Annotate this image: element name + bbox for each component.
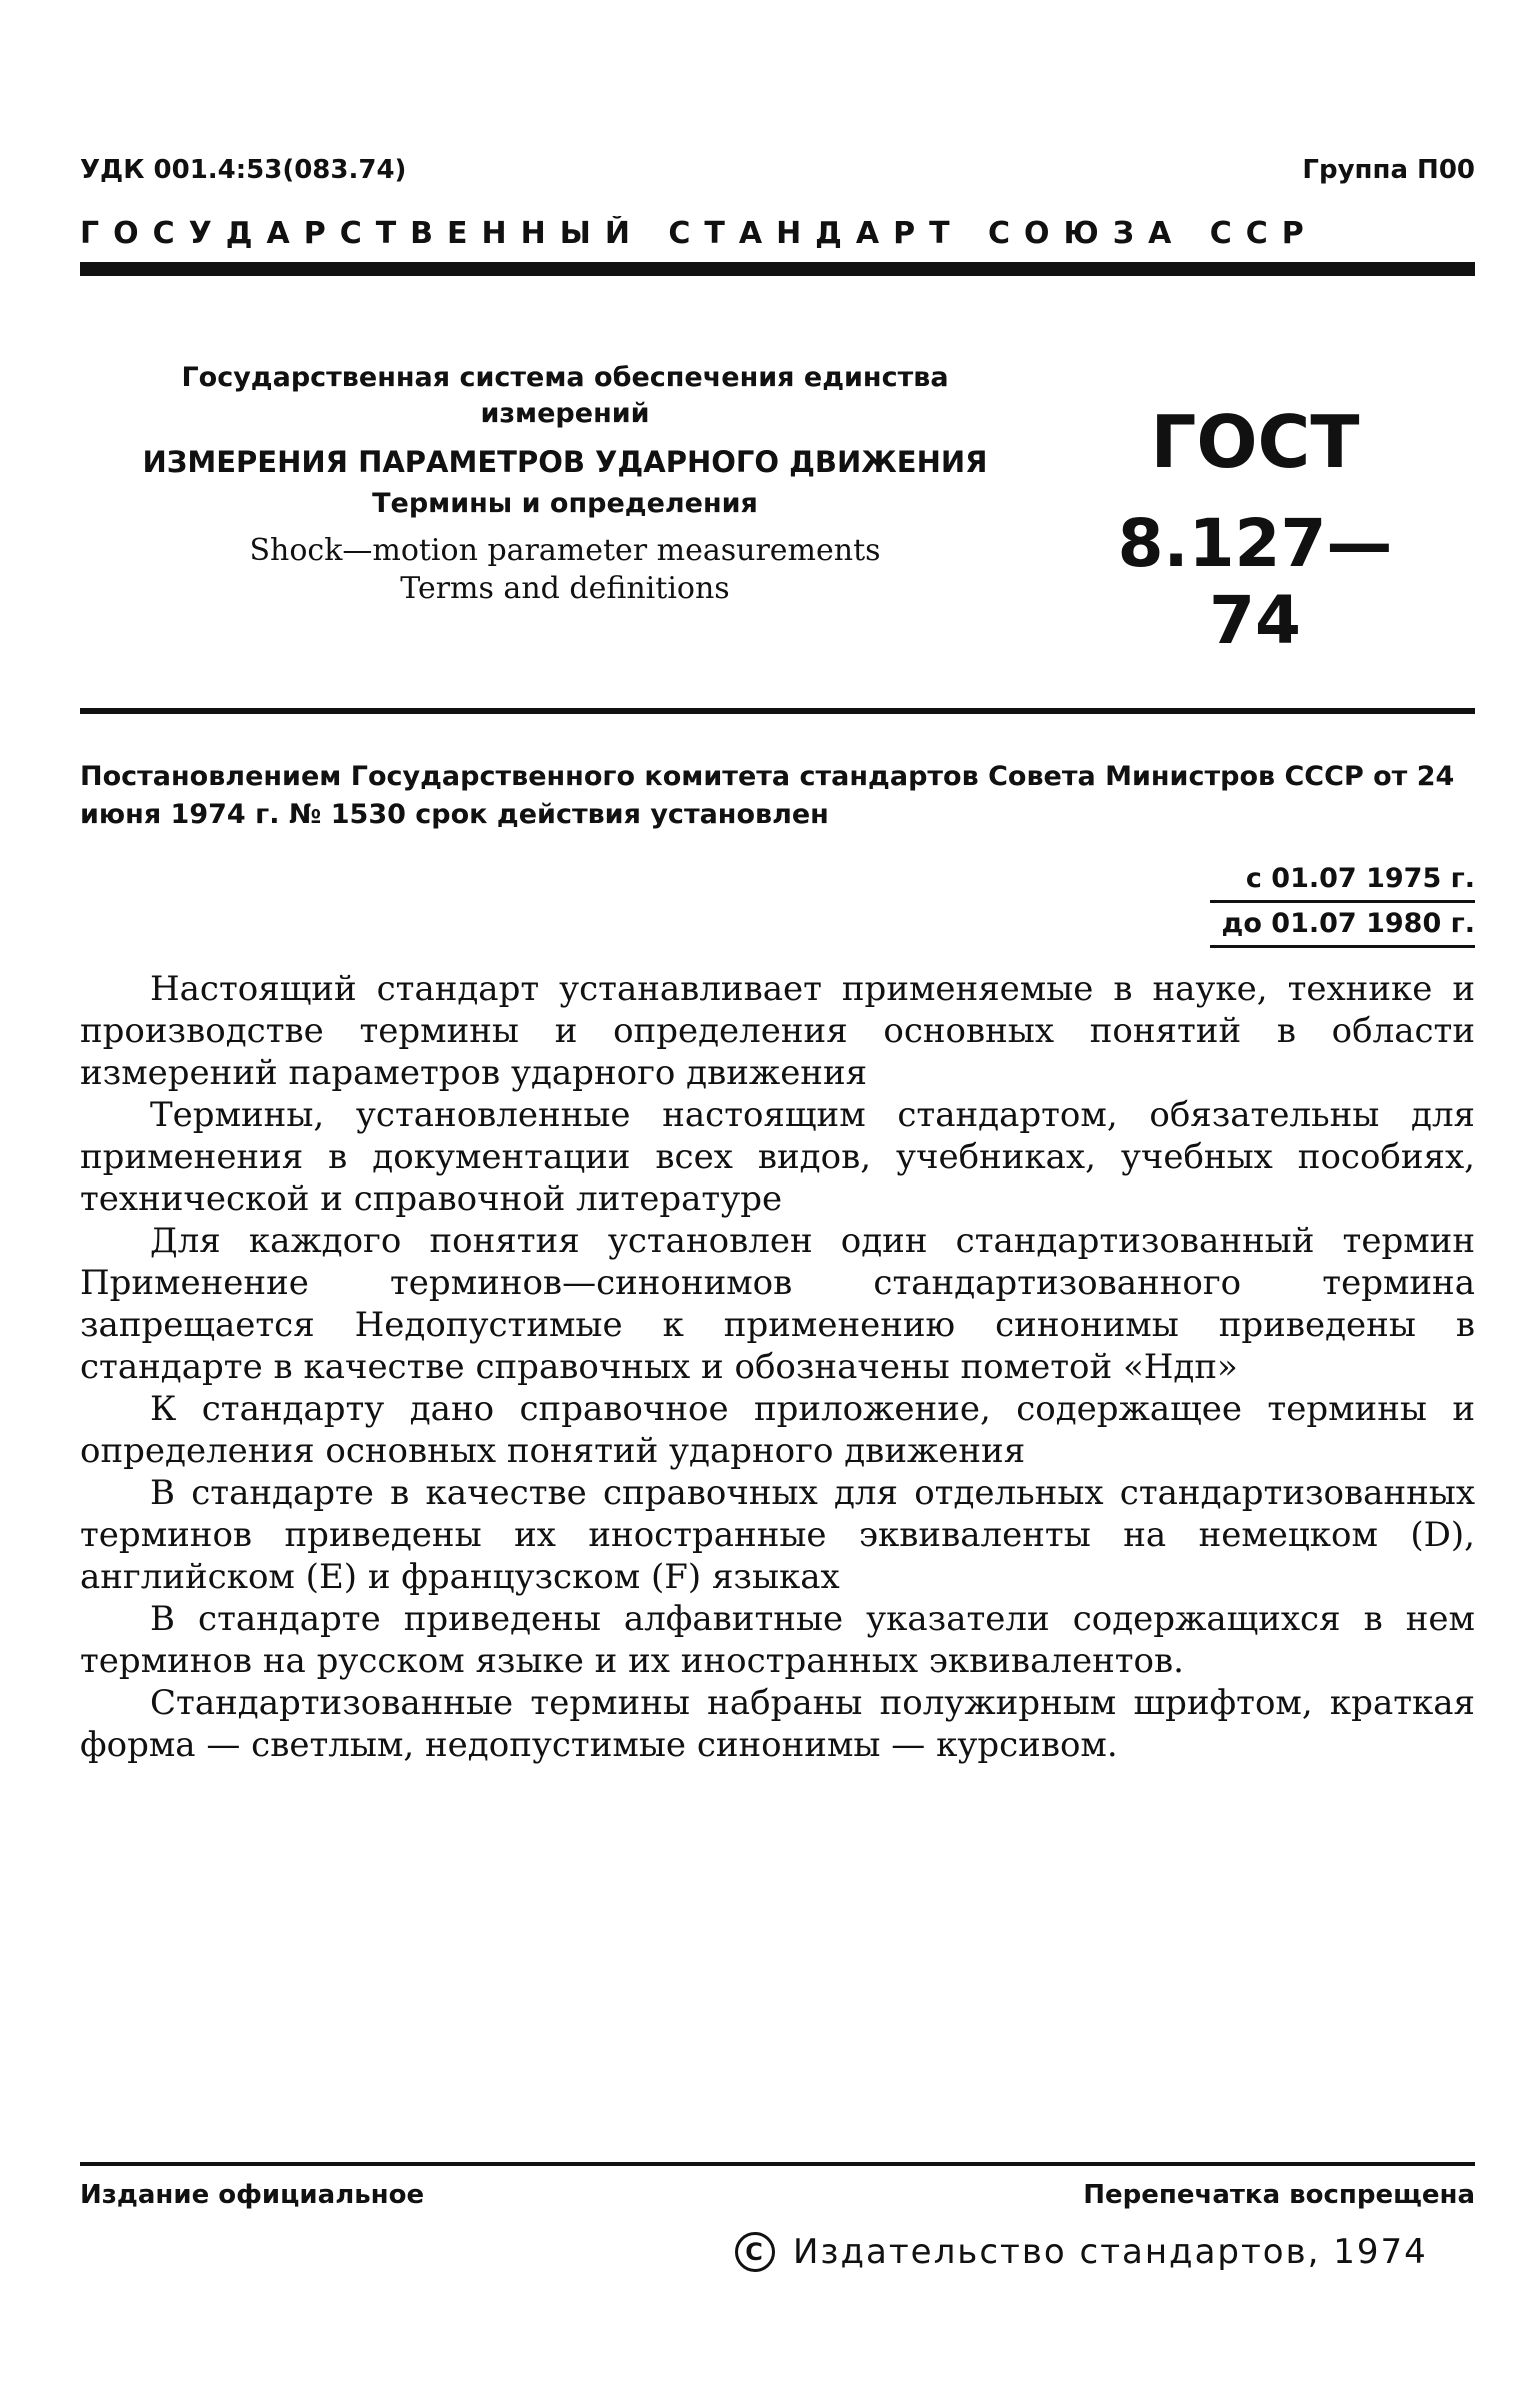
english-subtitle: Terms and definitions (400, 571, 730, 606)
paragraph: Для каждого понятия установлен один стандартизованный термин Применение терминов—синонимов стандартизованного термина запрещается Недопустимые к применению синонимы приведены в стандарте в качестве справочных и обозначены пометой «Ндп» (80, 1221, 1475, 1387)
footer-rule (80, 2162, 1475, 2166)
english-title: Shock—motion parameter measurements (249, 533, 881, 568)
valid-from: с 01.07 1975 г. (1210, 858, 1475, 903)
decree-text: Постановлением Государственного комитета стандартов Совета Министров СССР от 24 июня 1974 г. № 1530 срок действия установлен (80, 761, 1455, 830)
publisher-line (735, 2232, 1428, 2272)
reprint-notice: Перепечатка воспрещена (1083, 2180, 1475, 2210)
udk-code: УДК 001.4:53(083.74) (80, 155, 407, 185)
copyright-icon: C (735, 2232, 775, 2272)
gost-label: ГОСТ (1150, 400, 1360, 484)
paragraph: В стандарте в качестве справочных для отдельных стандартизованных терминов приведены их иностранные эквиваленты на немецком (D), английском (E) и французском (F) языках (80, 1473, 1475, 1597)
system-title: Государственная система обеспечения единства измерений (181, 362, 949, 429)
header-rule (80, 262, 1475, 276)
subtitle: Термины и определения (372, 488, 758, 519)
group-code: Группа П00 (1302, 155, 1475, 185)
paragraph: Настоящий стандарт устанавливает применяемые в науке, технике и производстве термины и определения основных понятий в области измерений параметров ударного движения (80, 969, 1475, 1093)
validity-dates (1210, 858, 1475, 948)
main-title: ИЗМЕРЕНИЯ ПАРАМЕТРОВ УДАРНОГО ДВИЖЕНИЯ (142, 445, 988, 479)
divider-rule (80, 708, 1475, 714)
publisher-name: Издательство стандартов, 1974 (793, 2232, 1428, 2272)
standard-banner: ГОСУДАРСТВЕННЫЙ СТАНДАРТ СОЮЗА ССР (80, 216, 1318, 251)
body-text (80, 968, 1475, 1766)
valid-to: до 01.07 1980 г. (1210, 903, 1475, 948)
official-edition: Издание официальное (80, 2180, 425, 2210)
paragraph: К стандарту дано справочное приложение, содержащее термины и определения основных понятий ударного движения (80, 1389, 1475, 1471)
paragraph: Стандартизованные термины набраны полужирным шрифтом, краткая форма — светлым, недопустимые синонимы — курсивом. (80, 1683, 1475, 1765)
paragraph: Термины, установленные настоящим стандартом, обязательны для применения в документации всех видов, учебниках, учебных пособиях, технической и справочной литературе (80, 1095, 1475, 1219)
gost-number: 8.127—74 (1117, 505, 1393, 659)
title-block (100, 360, 1030, 608)
paragraph: В стандарте приведены алфавитные указатели содержащихся в нем терминов на русском языке и их иностранных эквивалентов. (80, 1599, 1475, 1681)
